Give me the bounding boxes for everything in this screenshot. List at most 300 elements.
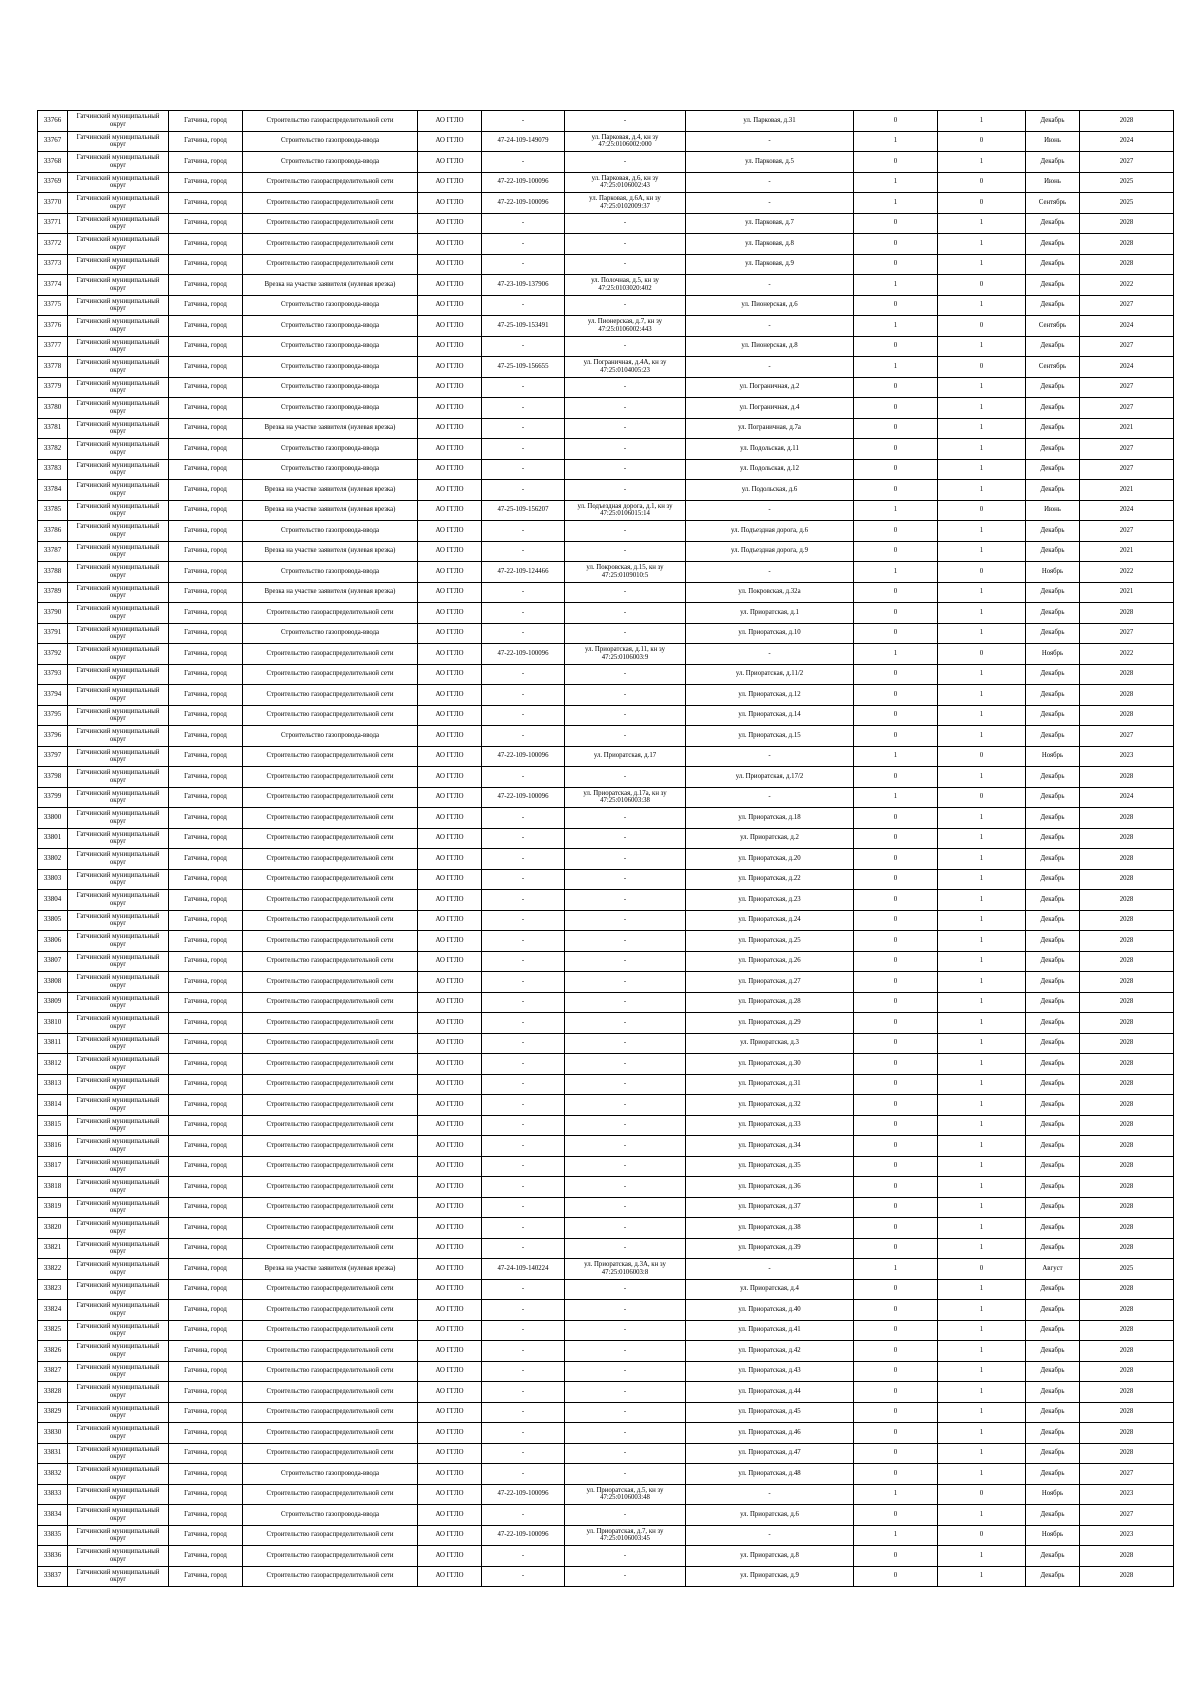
year-cell: 2028 bbox=[1080, 1156, 1174, 1177]
row-number-cell: 33813 bbox=[38, 1074, 68, 1095]
contract-number-cell: - bbox=[482, 111, 565, 132]
year-cell: 2027 bbox=[1080, 152, 1174, 173]
year-cell: 2028 bbox=[1080, 931, 1174, 952]
row-number-cell: 33812 bbox=[38, 1054, 68, 1075]
year-cell: 2028 bbox=[1080, 1279, 1174, 1300]
work-type-cell: Строительство газораспределительной сети bbox=[243, 1341, 418, 1362]
year-cell: 2028 bbox=[1080, 1013, 1174, 1034]
city-cell: Гатчина, город bbox=[169, 1566, 243, 1587]
table-row bbox=[38, 1177, 1174, 1198]
year-cell: 2028 bbox=[1080, 1402, 1174, 1423]
year-cell: 2028 bbox=[1080, 1136, 1174, 1157]
contract-number-cell: - bbox=[482, 254, 565, 275]
city-cell: Гатчина, город bbox=[169, 418, 243, 439]
organization-cell: АО ГГЛО bbox=[418, 972, 482, 993]
cadastral-address-cell: - bbox=[565, 336, 686, 357]
month-cell: Сентябрь bbox=[1026, 316, 1080, 337]
organization-cell: АО ГГЛО bbox=[418, 869, 482, 890]
count-b-cell: 1 bbox=[938, 295, 1026, 316]
count-b-cell: 0 bbox=[938, 1525, 1026, 1546]
contract-number-cell: 47-22-109-100096 bbox=[482, 193, 565, 214]
city-cell: Гатчина, город bbox=[169, 562, 243, 583]
cadastral-address-cell: - bbox=[565, 1423, 686, 1444]
year-cell: 2028 bbox=[1080, 1054, 1174, 1075]
cadastral-address-cell: - bbox=[565, 1546, 686, 1567]
row-number-cell: 33803 bbox=[38, 869, 68, 890]
count-a-cell: 0 bbox=[854, 480, 938, 501]
month-cell: Декабрь bbox=[1026, 1013, 1080, 1034]
address-cell: ул. Пионерская, д.8 bbox=[686, 336, 854, 357]
city-cell: Гатчина, город bbox=[169, 439, 243, 460]
city-cell: Гатчина, город bbox=[169, 1156, 243, 1177]
contract-number-cell: - bbox=[482, 1423, 565, 1444]
district-cell: Гатчинский муниципальный округ bbox=[68, 931, 169, 952]
row-number-cell: 33811 bbox=[38, 1033, 68, 1054]
row-number-cell: 33824 bbox=[38, 1300, 68, 1321]
contract-number-cell: - bbox=[482, 1156, 565, 1177]
month-cell: Декабрь bbox=[1026, 951, 1080, 972]
cadastral-address-cell: - bbox=[565, 951, 686, 972]
month-cell: Декабрь bbox=[1026, 1464, 1080, 1485]
table-row bbox=[38, 726, 1174, 747]
row-number-cell: 33783 bbox=[38, 459, 68, 480]
month-cell: Декабрь bbox=[1026, 275, 1080, 296]
year-cell: 2027 bbox=[1080, 726, 1174, 747]
month-cell: Декабрь bbox=[1026, 377, 1080, 398]
cadastral-address-cell: - bbox=[565, 1054, 686, 1075]
year-cell: 2028 bbox=[1080, 1177, 1174, 1198]
table-row bbox=[38, 603, 1174, 624]
table-row bbox=[38, 705, 1174, 726]
city-cell: Гатчина, город bbox=[169, 398, 243, 419]
row-number-cell: 33768 bbox=[38, 152, 68, 173]
city-cell: Гатчина, город bbox=[169, 1218, 243, 1239]
city-cell: Гатчина, город bbox=[169, 500, 243, 521]
cadastral-address-cell: - bbox=[565, 1115, 686, 1136]
city-cell: Гатчина, город bbox=[169, 1382, 243, 1403]
count-a-cell: 0 bbox=[854, 972, 938, 993]
count-b-cell: 1 bbox=[938, 931, 1026, 952]
organization-cell: АО ГГЛО bbox=[418, 1300, 482, 1321]
row-number-cell: 33810 bbox=[38, 1013, 68, 1034]
contract-number-cell: 47-22-109-100096 bbox=[482, 1484, 565, 1505]
row-number-cell: 33797 bbox=[38, 746, 68, 767]
city-cell: Гатчина, город bbox=[169, 582, 243, 603]
organization-cell: АО ГГЛО bbox=[418, 1505, 482, 1526]
district-cell: Гатчинский муниципальный округ bbox=[68, 1054, 169, 1075]
count-a-cell: 0 bbox=[854, 890, 938, 911]
work-type-cell: Строительство газораспределительной сети bbox=[243, 746, 418, 767]
city-cell: Гатчина, город bbox=[169, 1464, 243, 1485]
organization-cell: АО ГГЛО bbox=[418, 336, 482, 357]
city-cell: Гатчина, город bbox=[169, 623, 243, 644]
cadastral-address-cell: - bbox=[565, 664, 686, 685]
year-cell: 2028 bbox=[1080, 1546, 1174, 1567]
count-b-cell: 1 bbox=[938, 1013, 1026, 1034]
year-cell: 2028 bbox=[1080, 890, 1174, 911]
cadastral-address-cell: ул. Парковая, д.6, кн зу 47:25:0106002:43 bbox=[565, 172, 686, 193]
contract-number-cell: - bbox=[482, 459, 565, 480]
row-number-cell: 33819 bbox=[38, 1197, 68, 1218]
work-type-cell: Строительство газораспределительной сети bbox=[243, 1136, 418, 1157]
city-cell: Гатчина, город bbox=[169, 1341, 243, 1362]
cadastral-address-cell: - bbox=[565, 1505, 686, 1526]
cadastral-address-cell: - bbox=[565, 767, 686, 788]
row-number-cell: 33816 bbox=[38, 1136, 68, 1157]
count-b-cell: 1 bbox=[938, 1218, 1026, 1239]
cadastral-address-cell: - bbox=[565, 1074, 686, 1095]
table-row bbox=[38, 1361, 1174, 1382]
count-a-cell: 0 bbox=[854, 295, 938, 316]
year-cell: 2028 bbox=[1080, 1218, 1174, 1239]
contract-number-cell: - bbox=[482, 972, 565, 993]
count-b-cell: 1 bbox=[938, 685, 1026, 706]
month-cell: Декабрь bbox=[1026, 254, 1080, 275]
cadastral-address-cell: - bbox=[565, 152, 686, 173]
work-type-cell: Врезка на участке заявителя (нулевая врезка) bbox=[243, 1259, 418, 1280]
district-cell: Гатчинский муниципальный округ bbox=[68, 480, 169, 501]
row-number-cell: 33809 bbox=[38, 992, 68, 1013]
city-cell: Гатчина, город bbox=[169, 664, 243, 685]
table-row bbox=[38, 254, 1174, 275]
contract-number-cell: - bbox=[482, 418, 565, 439]
count-b-cell: 1 bbox=[938, 1361, 1026, 1382]
count-b-cell: 1 bbox=[938, 849, 1026, 870]
cadastral-address-cell: ул. Приоратская, д.17 bbox=[565, 746, 686, 767]
contract-number-cell: - bbox=[482, 1074, 565, 1095]
table-row bbox=[38, 1218, 1174, 1239]
row-number-cell: 33775 bbox=[38, 295, 68, 316]
month-cell: Декабрь bbox=[1026, 398, 1080, 419]
city-cell: Гатчина, город bbox=[169, 992, 243, 1013]
year-cell: 2023 bbox=[1080, 1525, 1174, 1546]
count-a-cell: 0 bbox=[854, 1443, 938, 1464]
table-row bbox=[38, 1464, 1174, 1485]
work-type-cell: Строительство газопровода-ввода bbox=[243, 459, 418, 480]
organization-cell: АО ГГЛО bbox=[418, 357, 482, 378]
district-cell: Гатчинский муниципальный округ bbox=[68, 1443, 169, 1464]
row-number-cell: 33796 bbox=[38, 726, 68, 747]
contract-number-cell: - bbox=[482, 869, 565, 890]
year-cell: 2028 bbox=[1080, 849, 1174, 870]
count-b-cell: 1 bbox=[938, 951, 1026, 972]
cadastral-address-cell: - bbox=[565, 398, 686, 419]
work-type-cell: Строительство газораспределительной сети bbox=[243, 1546, 418, 1567]
work-type-cell: Строительство газораспределительной сети bbox=[243, 1361, 418, 1382]
count-a-cell: 0 bbox=[854, 1218, 938, 1239]
work-type-cell: Строительство газораспределительной сети bbox=[243, 787, 418, 808]
count-a-cell: 0 bbox=[854, 1464, 938, 1485]
organization-cell: АО ГГЛО bbox=[418, 746, 482, 767]
contract-number-cell: 47-22-109-100096 bbox=[482, 746, 565, 767]
city-cell: Гатчина, город bbox=[169, 1300, 243, 1321]
address-cell: ул. Приоратская, д.39 bbox=[686, 1238, 854, 1259]
row-number-cell: 33792 bbox=[38, 644, 68, 665]
city-cell: Гатчина, город bbox=[169, 193, 243, 214]
work-type-cell: Строительство газораспределительной сети bbox=[243, 1095, 418, 1116]
cadastral-address-cell: - bbox=[565, 972, 686, 993]
cadastral-address-cell: - bbox=[565, 1156, 686, 1177]
cadastral-address-cell: - bbox=[565, 992, 686, 1013]
work-type-cell: Строительство газораспределительной сети bbox=[243, 1218, 418, 1239]
district-cell: Гатчинский муниципальный округ bbox=[68, 1566, 169, 1587]
district-cell: Гатчинский муниципальный округ bbox=[68, 254, 169, 275]
month-cell: Декабрь bbox=[1026, 1505, 1080, 1526]
month-cell: Декабрь bbox=[1026, 1136, 1080, 1157]
address-cell: ул. Пограничная, д.7а bbox=[686, 418, 854, 439]
table-row bbox=[38, 1484, 1174, 1505]
district-cell: Гатчинский муниципальный округ bbox=[68, 1197, 169, 1218]
address-cell: ул. Подъездная дорога, д.6 bbox=[686, 521, 854, 542]
organization-cell: АО ГГЛО bbox=[418, 1074, 482, 1095]
contract-number-cell: - bbox=[482, 685, 565, 706]
row-number-cell: 33779 bbox=[38, 377, 68, 398]
table-row bbox=[38, 1382, 1174, 1403]
address-cell: ул. Приоратская, д.26 bbox=[686, 951, 854, 972]
year-cell: 2028 bbox=[1080, 1238, 1174, 1259]
work-type-cell: Строительство газопровода-ввода bbox=[243, 623, 418, 644]
cadastral-address-cell: - bbox=[565, 480, 686, 501]
address-cell: ул. Приоратская, д.41 bbox=[686, 1320, 854, 1341]
count-b-cell: 1 bbox=[938, 1464, 1026, 1485]
row-number-cell: 33782 bbox=[38, 439, 68, 460]
organization-cell: АО ГГЛО bbox=[418, 726, 482, 747]
row-number-cell: 33798 bbox=[38, 767, 68, 788]
month-cell: Декабрь bbox=[1026, 1279, 1080, 1300]
organization-cell: АО ГГЛО bbox=[418, 1259, 482, 1280]
district-cell: Гатчинский муниципальный округ bbox=[68, 193, 169, 214]
count-a-cell: 0 bbox=[854, 234, 938, 255]
work-type-cell: Строительство газораспределительной сети bbox=[243, 193, 418, 214]
city-cell: Гатчина, город bbox=[169, 972, 243, 993]
contract-number-cell: 47-24-109-140224 bbox=[482, 1259, 565, 1280]
row-number-cell: 33805 bbox=[38, 910, 68, 931]
work-type-cell: Строительство газораспределительной сети bbox=[243, 992, 418, 1013]
contract-number-cell: - bbox=[482, 582, 565, 603]
cadastral-address-cell: ул. Пограничная, д.4А, кн зу 47:25:0104005:23 bbox=[565, 357, 686, 378]
count-a-cell: 1 bbox=[854, 787, 938, 808]
organization-cell: АО ГГЛО bbox=[418, 1197, 482, 1218]
organization-cell: АО ГГЛО bbox=[418, 398, 482, 419]
organization-cell: АО ГГЛО bbox=[418, 562, 482, 583]
organization-cell: АО ГГЛО bbox=[418, 1423, 482, 1444]
table-row bbox=[38, 1300, 1174, 1321]
cadastral-address-cell: - bbox=[565, 1320, 686, 1341]
row-number-cell: 33802 bbox=[38, 849, 68, 870]
work-type-cell: Строительство газораспределительной сети bbox=[243, 869, 418, 890]
district-cell: Гатчинский муниципальный округ bbox=[68, 1382, 169, 1403]
work-type-cell: Строительство газораспределительной сети bbox=[243, 1177, 418, 1198]
work-type-cell: Строительство газораспределительной сети bbox=[243, 808, 418, 829]
month-cell: Декабрь bbox=[1026, 828, 1080, 849]
count-b-cell: 1 bbox=[938, 213, 1026, 234]
count-a-cell: 1 bbox=[854, 1484, 938, 1505]
address-cell: ул. Приоратская, д.2 bbox=[686, 828, 854, 849]
address-cell: ул. Парковая, д.31 bbox=[686, 111, 854, 132]
year-cell: 2025 bbox=[1080, 193, 1174, 214]
contract-number-cell: - bbox=[482, 992, 565, 1013]
count-b-cell: 1 bbox=[938, 1095, 1026, 1116]
row-number-cell: 33778 bbox=[38, 357, 68, 378]
month-cell: Декабрь bbox=[1026, 295, 1080, 316]
district-cell: Гатчинский муниципальный округ bbox=[68, 172, 169, 193]
contract-number-cell: - bbox=[482, 664, 565, 685]
count-b-cell: 1 bbox=[938, 767, 1026, 788]
count-a-cell: 0 bbox=[854, 705, 938, 726]
table-row bbox=[38, 418, 1174, 439]
city-cell: Гатчина, город bbox=[169, 869, 243, 890]
cadastral-address-cell: ул. Покровская, д.15, кн зу 47:25:0109010:5 bbox=[565, 562, 686, 583]
count-a-cell: 0 bbox=[854, 213, 938, 234]
row-number-cell: 33799 bbox=[38, 787, 68, 808]
contract-number-cell: - bbox=[482, 152, 565, 173]
organization-cell: АО ГГЛО bbox=[418, 500, 482, 521]
year-cell: 2027 bbox=[1080, 439, 1174, 460]
city-cell: Гатчина, город bbox=[169, 1177, 243, 1198]
table-row bbox=[38, 541, 1174, 562]
address-cell: ул. Приоратская, д.3 bbox=[686, 1033, 854, 1054]
work-type-cell: Строительство газораспределительной сети bbox=[243, 1423, 418, 1444]
year-cell: 2021 bbox=[1080, 480, 1174, 501]
row-number-cell: 33776 bbox=[38, 316, 68, 337]
organization-cell: АО ГГЛО bbox=[418, 603, 482, 624]
address-cell: ул. Приоратская, д.32 bbox=[686, 1095, 854, 1116]
work-type-cell: Строительство газораспределительной сети bbox=[243, 1054, 418, 1075]
work-type-cell: Строительство газопровода-ввода bbox=[243, 726, 418, 747]
district-cell: Гатчинский муниципальный округ bbox=[68, 213, 169, 234]
address-cell: ул. Парковая, д.7 bbox=[686, 213, 854, 234]
district-cell: Гатчинский муниципальный округ bbox=[68, 664, 169, 685]
contract-number-cell: - bbox=[482, 1341, 565, 1362]
row-number-cell: 33791 bbox=[38, 623, 68, 644]
count-a-cell: 0 bbox=[854, 1095, 938, 1116]
district-cell: Гатчинский муниципальный округ bbox=[68, 808, 169, 829]
district-cell: Гатчинский муниципальный округ bbox=[68, 111, 169, 132]
row-number-cell: 33780 bbox=[38, 398, 68, 419]
district-cell: Гатчинский муниципальный округ bbox=[68, 1238, 169, 1259]
row-number-cell: 33789 bbox=[38, 582, 68, 603]
city-cell: Гатчина, город bbox=[169, 1238, 243, 1259]
address-cell: ул. Приоратская, д.33 bbox=[686, 1115, 854, 1136]
row-number-cell: 33774 bbox=[38, 275, 68, 296]
city-cell: Гатчина, город bbox=[169, 1546, 243, 1567]
organization-cell: АО ГГЛО bbox=[418, 459, 482, 480]
contract-number-cell: - bbox=[482, 726, 565, 747]
city-cell: Гатчина, город bbox=[169, 1095, 243, 1116]
cadastral-address-cell: - bbox=[565, 623, 686, 644]
table-row bbox=[38, 890, 1174, 911]
organization-cell: АО ГГЛО bbox=[418, 992, 482, 1013]
month-cell: Декабрь bbox=[1026, 1115, 1080, 1136]
cadastral-address-cell: - bbox=[565, 849, 686, 870]
city-cell: Гатчина, город bbox=[169, 767, 243, 788]
row-number-cell: 33831 bbox=[38, 1443, 68, 1464]
address-cell: ул. Приоратская, д.29 bbox=[686, 1013, 854, 1034]
address-cell: - bbox=[686, 1525, 854, 1546]
district-cell: Гатчинский муниципальный округ bbox=[68, 336, 169, 357]
address-cell: ул. Приоратская, д.27 bbox=[686, 972, 854, 993]
city-cell: Гатчина, город bbox=[169, 951, 243, 972]
count-a-cell: 0 bbox=[854, 439, 938, 460]
organization-cell: АО ГГЛО bbox=[418, 377, 482, 398]
contract-number-cell: - bbox=[482, 439, 565, 460]
address-cell: ул. Приоратская, д.18 bbox=[686, 808, 854, 829]
cadastral-address-cell: - bbox=[565, 890, 686, 911]
month-cell: Декабрь bbox=[1026, 1341, 1080, 1362]
address-cell: ул. Приоратская, д.11/2 bbox=[686, 664, 854, 685]
contract-number-cell: 47-22-109-100096 bbox=[482, 172, 565, 193]
contract-number-cell: - bbox=[482, 910, 565, 931]
city-cell: Гатчина, город bbox=[169, 1279, 243, 1300]
work-type-cell: Строительство газораспределительной сети bbox=[243, 644, 418, 665]
count-b-cell: 1 bbox=[938, 1033, 1026, 1054]
count-a-cell: 0 bbox=[854, 1177, 938, 1198]
table-row bbox=[38, 992, 1174, 1013]
table-row bbox=[38, 1074, 1174, 1095]
count-a-cell: 0 bbox=[854, 1156, 938, 1177]
address-cell: ул. Подольская, д.12 bbox=[686, 459, 854, 480]
month-cell: Декабрь bbox=[1026, 992, 1080, 1013]
count-a-cell: 0 bbox=[854, 418, 938, 439]
year-cell: 2028 bbox=[1080, 254, 1174, 275]
year-cell: 2028 bbox=[1080, 705, 1174, 726]
table-row bbox=[38, 828, 1174, 849]
organization-cell: АО ГГЛО bbox=[418, 1136, 482, 1157]
table-row bbox=[38, 582, 1174, 603]
contract-number-cell: - bbox=[482, 1464, 565, 1485]
contract-number-cell: - bbox=[482, 1279, 565, 1300]
row-number-cell: 33790 bbox=[38, 603, 68, 624]
count-a-cell: 0 bbox=[854, 910, 938, 931]
month-cell: Декабрь bbox=[1026, 439, 1080, 460]
cadastral-address-cell: ул. Приоратская, д.17а, кн зу 47:25:0106003:38 bbox=[565, 787, 686, 808]
month-cell: Декабрь bbox=[1026, 1238, 1080, 1259]
year-cell: 2028 bbox=[1080, 603, 1174, 624]
year-cell: 2028 bbox=[1080, 234, 1174, 255]
year-cell: 2028 bbox=[1080, 1566, 1174, 1587]
organization-cell: АО ГГЛО bbox=[418, 1566, 482, 1587]
work-type-cell: Строительство газораспределительной сети bbox=[243, 1443, 418, 1464]
month-cell: Декабрь bbox=[1026, 603, 1080, 624]
month-cell: Декабрь bbox=[1026, 1361, 1080, 1382]
organization-cell: АО ГГЛО bbox=[418, 521, 482, 542]
row-number-cell: 33814 bbox=[38, 1095, 68, 1116]
work-type-cell: Строительство газопровода-ввода bbox=[243, 562, 418, 583]
contract-number-cell: 47-22-109-100096 bbox=[482, 787, 565, 808]
count-a-cell: 0 bbox=[854, 808, 938, 829]
cadastral-address-cell: - bbox=[565, 1279, 686, 1300]
table-row bbox=[38, 910, 1174, 931]
count-b-cell: 1 bbox=[938, 828, 1026, 849]
city-cell: Гатчина, город bbox=[169, 1484, 243, 1505]
count-b-cell: 1 bbox=[938, 972, 1026, 993]
cadastral-address-cell: - bbox=[565, 808, 686, 829]
year-cell: 2024 bbox=[1080, 316, 1174, 337]
contract-number-cell: - bbox=[482, 1361, 565, 1382]
month-cell: Декабрь bbox=[1026, 890, 1080, 911]
month-cell: Декабрь bbox=[1026, 1423, 1080, 1444]
organization-cell: АО ГГЛО bbox=[418, 254, 482, 275]
district-cell: Гатчинский муниципальный округ bbox=[68, 1525, 169, 1546]
work-type-cell: Строительство газораспределительной сети bbox=[243, 254, 418, 275]
year-cell: 2025 bbox=[1080, 1259, 1174, 1280]
year-cell: 2028 bbox=[1080, 685, 1174, 706]
month-cell: Ноябрь bbox=[1026, 1484, 1080, 1505]
count-b-cell: 1 bbox=[938, 521, 1026, 542]
district-cell: Гатчинский муниципальный округ bbox=[68, 1095, 169, 1116]
count-a-cell: 0 bbox=[854, 1238, 938, 1259]
cadastral-address-cell: - bbox=[565, 1566, 686, 1587]
